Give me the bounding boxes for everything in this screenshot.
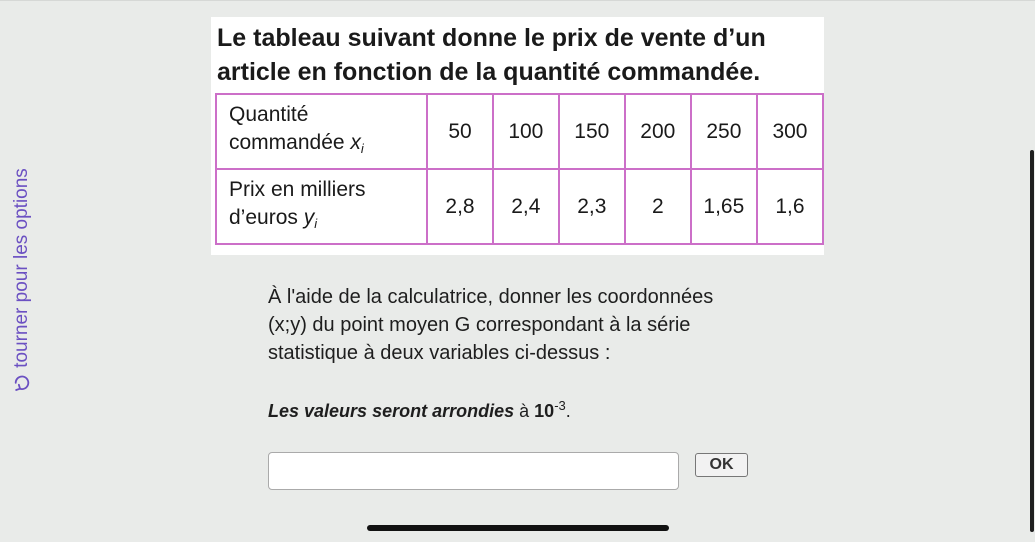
rounding-base: 10 — [534, 401, 555, 421]
subscript-i: i — [360, 140, 364, 156]
question-line-2: (x;y) du point moyen G correspondant à la série — [268, 314, 691, 336]
table-cell: 1,65 — [691, 169, 757, 244]
rotate-hint[interactable] — [0, 0, 44, 542]
table-row-quantity — [216, 94, 823, 169]
problem-image — [211, 17, 824, 255]
rotate-hint-content[interactable] — [11, 168, 33, 392]
problem-title-line-1: Le tableau suivant donne le prix de vente d’un — [217, 24, 766, 52]
table-cell: 300 — [757, 94, 823, 169]
row-header-quantity-line-1: Quantité — [229, 102, 309, 126]
rounding-end: . — [565, 401, 571, 421]
table-cell: 2,3 — [559, 169, 625, 244]
problem-title — [217, 21, 817, 89]
home-indicator[interactable] — [367, 525, 669, 531]
rotate-icon — [13, 374, 31, 392]
row-header-quantity-line-2: commandée — [229, 130, 345, 154]
problem-title-line-2: article en fonction de la quantité commandée. — [217, 58, 761, 86]
row-header-price — [216, 169, 427, 244]
table-cell: 2,8 — [427, 169, 493, 244]
table-cell: 200 — [625, 94, 691, 169]
table-cell: 50 — [427, 94, 493, 169]
answer-input[interactable] — [268, 452, 679, 490]
var-y: y — [303, 205, 315, 229]
rounding-instruction — [268, 398, 571, 422]
rounding-power — [534, 398, 566, 421]
table-cell: 2 — [625, 169, 691, 244]
row-header-price-line-2: d’euros — [229, 205, 298, 229]
table-cell: 150 — [559, 94, 625, 169]
question-line-3: statistique à deux variables ci-dessus : — [268, 342, 611, 364]
rotate-hint-label: tourner pour les options — [11, 168, 32, 368]
subscript-i: i — [314, 215, 318, 231]
row-header-quantity — [216, 94, 427, 169]
data-table — [215, 93, 824, 245]
table-cell: 1,6 — [757, 169, 823, 244]
question-text — [268, 283, 788, 367]
table-cell: 250 — [691, 94, 757, 169]
table-row-price — [216, 169, 823, 244]
var-x: x — [350, 130, 361, 154]
table-cell: 100 — [493, 94, 559, 169]
rounding-connector: à — [519, 401, 530, 421]
rounding-exponent: -3 — [554, 398, 566, 413]
rounding-italic-text: Les valeurs seront arrondies — [268, 401, 515, 421]
row-header-price-line-1: Prix en milliers — [229, 177, 366, 201]
ok-button[interactable]: OK — [695, 453, 748, 477]
table-cell: 2,4 — [493, 169, 559, 244]
scrollbar[interactable] — [1030, 150, 1034, 532]
top-divider — [0, 0, 1035, 1]
question-line-1: À l'aide de la calculatrice, donner les coordonnées — [268, 286, 714, 308]
